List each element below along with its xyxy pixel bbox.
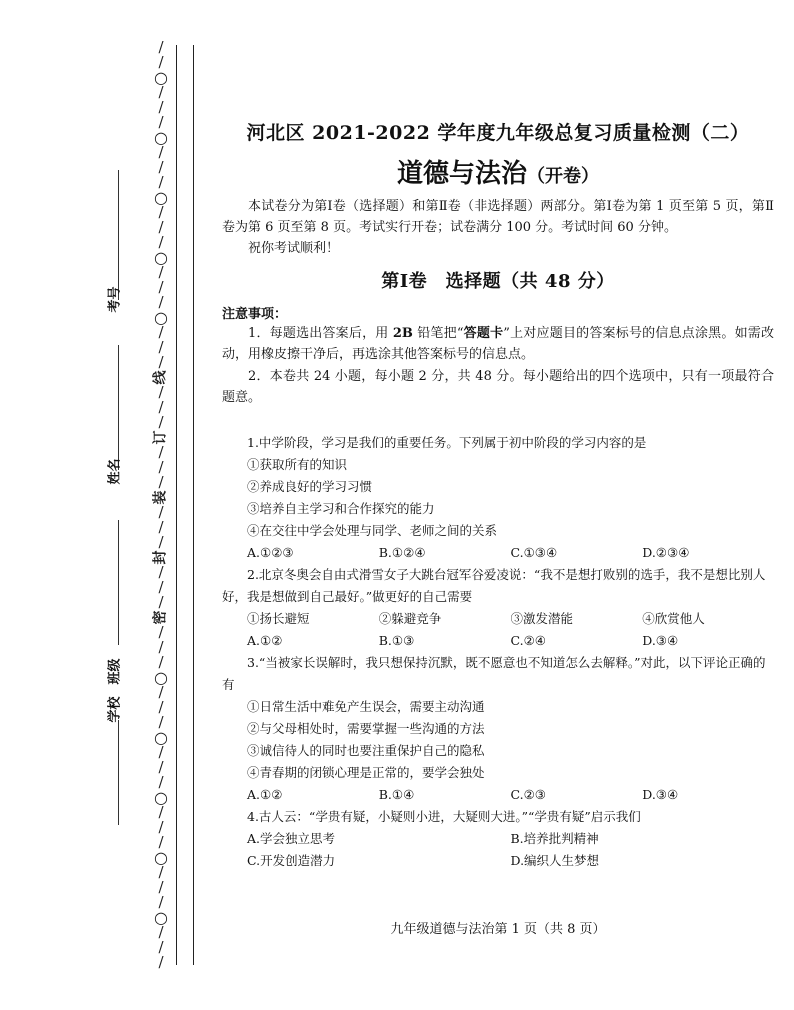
option-d: D.②③④ <box>642 545 690 560</box>
option-c: C.②③ <box>510 787 547 802</box>
question-2-item: ①扬长避短 <box>247 611 310 626</box>
seal-slash: / <box>158 203 164 221</box>
seal-slash: / <box>158 353 164 371</box>
question-1-item: ③培养自主学习和合作探究的能力 <box>247 501 435 516</box>
seal-slash: / <box>158 623 164 641</box>
option-a: A.学会独立思考 <box>247 831 336 846</box>
seal-slash: / <box>158 773 164 791</box>
question-3-item: ②与父母相处时，需要掌握一些沟通的方法 <box>247 721 485 736</box>
question-3-item: ③诚信待人的同时也要注重保护自己的隐私 <box>247 743 485 758</box>
question-2-options <box>222 630 774 652</box>
question-2-items <box>222 608 774 630</box>
notice-1-text-e: ”上对应题目的答案标号的信息点涂黑。如需改动，用橡皮擦干净后，再选涂其他答案标号的信息点。 <box>222 326 774 362</box>
seal-slash: / <box>158 653 164 671</box>
seal-circle: ○ <box>154 248 168 267</box>
option-d: D.③④ <box>642 633 679 648</box>
seal-circle: ○ <box>154 908 168 927</box>
subject-note: （开卷） <box>527 166 599 187</box>
notice-item-1 <box>222 323 774 365</box>
exam-title: 河北区 2021-2022 学年度九年级总复习质量检测（二） <box>246 122 750 144</box>
intro-paragraph: 本试卷分为第Ⅰ卷（选择题）和第Ⅱ卷（非选择题）两部分。第Ⅰ卷为第 1 页至第 5 页，第Ⅱ卷为第 6 页至第 8 页。考试实行开卷；试卷满分 100 分。考试时间 60 分钟。 <box>222 199 774 235</box>
notice-1-pencil: 2B <box>392 326 413 341</box>
option-a: A.①②③ <box>247 545 294 560</box>
option-b: B.①②④ <box>378 545 426 560</box>
notice-1-answer-card: 答题卡 <box>463 326 504 341</box>
exam-page <box>222 118 774 872</box>
seal-slash: / <box>158 833 164 851</box>
class-line <box>118 520 119 645</box>
seal-circle: ○ <box>154 68 168 87</box>
option-c: C.①③④ <box>510 545 558 560</box>
seal-slash: / <box>158 458 164 476</box>
seal-word: 订 <box>152 430 169 445</box>
question-4-stem: 4.古人云：“学贵有疑，小疑则小进，大疑则大进。”“学贵有疑”启示我们 <box>247 809 641 824</box>
seal-circle: ○ <box>154 788 168 807</box>
seal-slash: / <box>158 953 164 971</box>
seal-slash: / <box>158 443 164 461</box>
name-line <box>118 345 119 470</box>
seal-slash: / <box>158 713 164 731</box>
seal-slash: / <box>158 338 164 356</box>
seal-slash: / <box>158 278 164 296</box>
wish-text: 祝你考试顺利！ <box>248 241 340 256</box>
seal-line-decoration <box>150 40 172 970</box>
seal-slash: / <box>158 878 164 896</box>
seal-slash: / <box>158 53 164 71</box>
seal-slash: / <box>158 938 164 956</box>
section-title: 第Ⅰ卷 选择题（共 48 分） <box>381 271 615 292</box>
question-2-item: ④欣赏他人 <box>642 611 705 626</box>
seal-slash: / <box>158 593 164 611</box>
seal-slash: / <box>158 413 164 431</box>
seal-slash: / <box>158 923 164 941</box>
option-d: D.③④ <box>642 787 679 802</box>
question-3-options <box>222 784 774 806</box>
question-list <box>222 432 774 872</box>
option-b: B.①④ <box>378 787 415 802</box>
seal-slash: / <box>158 473 164 491</box>
seal-slash: / <box>158 743 164 761</box>
seal-circle: ○ <box>154 308 168 327</box>
seal-slash: / <box>158 38 164 56</box>
page-footer: 九年级道德与法治第 1 页（共 8 页） <box>390 922 606 937</box>
school-label: 学校 <box>107 696 123 723</box>
school-line <box>118 720 119 825</box>
option-a: A.①② <box>247 787 283 802</box>
seal-slash: / <box>158 383 164 401</box>
seal-slash: / <box>158 398 164 416</box>
notice-heading: 注意事项： <box>222 307 288 322</box>
seal-circle: ○ <box>154 128 168 147</box>
option-c: C.②④ <box>510 633 547 648</box>
seal-slash: / <box>158 173 164 191</box>
seal-slash: / <box>158 143 164 161</box>
question-3-item: ④青春期的闭锁心理是正常的，要学会独处 <box>247 765 485 780</box>
seal-circle: ○ <box>154 668 168 687</box>
seal-slash: / <box>158 218 164 236</box>
option-b: B.培养批判精神 <box>510 831 599 846</box>
seal-circle: ○ <box>154 848 168 867</box>
strip-border-right <box>176 45 177 965</box>
seal-slash: / <box>158 758 164 776</box>
notice-1-text-c: 铅笔把“ <box>412 326 464 341</box>
seal-slash: / <box>158 233 164 251</box>
seal-slash: / <box>158 638 164 656</box>
question-3-item: ①日常生活中难免产生误会，需要主动沟通 <box>247 699 485 714</box>
question-1-options <box>222 542 774 564</box>
seal-slash: / <box>158 83 164 101</box>
option-c: C.开发创造潜力 <box>247 853 336 868</box>
question-3-stem: 3.“当被家长误解时，我只想保持沉默，既不愿意也不知道怎么去解释。”对此，以下评论正确的有 <box>222 655 766 692</box>
exam-no-label: 考号 <box>107 286 123 313</box>
seal-word: 密 <box>152 610 169 625</box>
seal-slash: / <box>158 518 164 536</box>
question-4-options <box>222 828 774 872</box>
seal-word: 封 <box>152 550 169 565</box>
strip-border-outer <box>193 45 194 965</box>
seal-slash: / <box>158 293 164 311</box>
name-label: 姓名 <box>107 458 123 485</box>
question-2-item: ②躲避竞争 <box>378 611 442 626</box>
notice-1-text-a: 1．每题选出答案后，用 <box>248 326 393 341</box>
seal-word: 装 <box>152 490 169 505</box>
seal-slash: / <box>158 803 164 821</box>
seal-slash: / <box>158 563 164 581</box>
seal-slash: / <box>158 503 164 521</box>
binding-strip <box>0 0 200 1010</box>
question-1-item: ④在交往中学会处理与同学、老师之间的关系 <box>247 523 498 538</box>
class-label: 班级 <box>107 658 123 685</box>
question-2-item: ③激发潜能 <box>510 611 574 626</box>
question-1-stem: 1.中学阶段，学习是我们的重要任务。下列属于初中阶段的学习内容的是 <box>247 435 647 450</box>
seal-slash: / <box>158 263 164 281</box>
seal-slash: / <box>158 113 164 131</box>
question-1-item: ①获取所有的知识 <box>247 457 348 472</box>
subject-name: 道德与法治 <box>396 159 527 189</box>
seal-slash: / <box>158 323 164 341</box>
seal-slash: / <box>158 683 164 701</box>
seal-slash: / <box>158 863 164 881</box>
seal-circle: ○ <box>154 188 168 207</box>
seal-slash: / <box>158 578 164 596</box>
exam-no-line <box>118 170 119 300</box>
option-a: A.①② <box>247 633 283 648</box>
seal-slash: / <box>158 893 164 911</box>
seal-slash: / <box>158 698 164 716</box>
seal-slash: / <box>158 158 164 176</box>
seal-slash: / <box>158 818 164 836</box>
notice-item-2: 2．本卷共 24 小题，每小题 2 分，共 48 分。每小题给出的四个选项中，只有一项最符合题意。 <box>222 369 774 405</box>
option-d: D.编织人生梦想 <box>510 853 600 868</box>
seal-circle: ○ <box>154 728 168 747</box>
question-1-item: ②养成良好的学习习惯 <box>247 479 373 494</box>
option-b: B.①③ <box>378 633 415 648</box>
seal-slash: / <box>158 533 164 551</box>
seal-word: 线 <box>152 370 169 385</box>
question-2-stem: 2.北京冬奥会自由式滑雪女子大跳台冠军谷爱凌说：“我不是想打败别的选手，我不是想比别人好，我是想做到自己最好。”做更好的自己需要 <box>222 567 766 604</box>
subject-title <box>222 153 774 190</box>
seal-slash: / <box>158 98 164 116</box>
